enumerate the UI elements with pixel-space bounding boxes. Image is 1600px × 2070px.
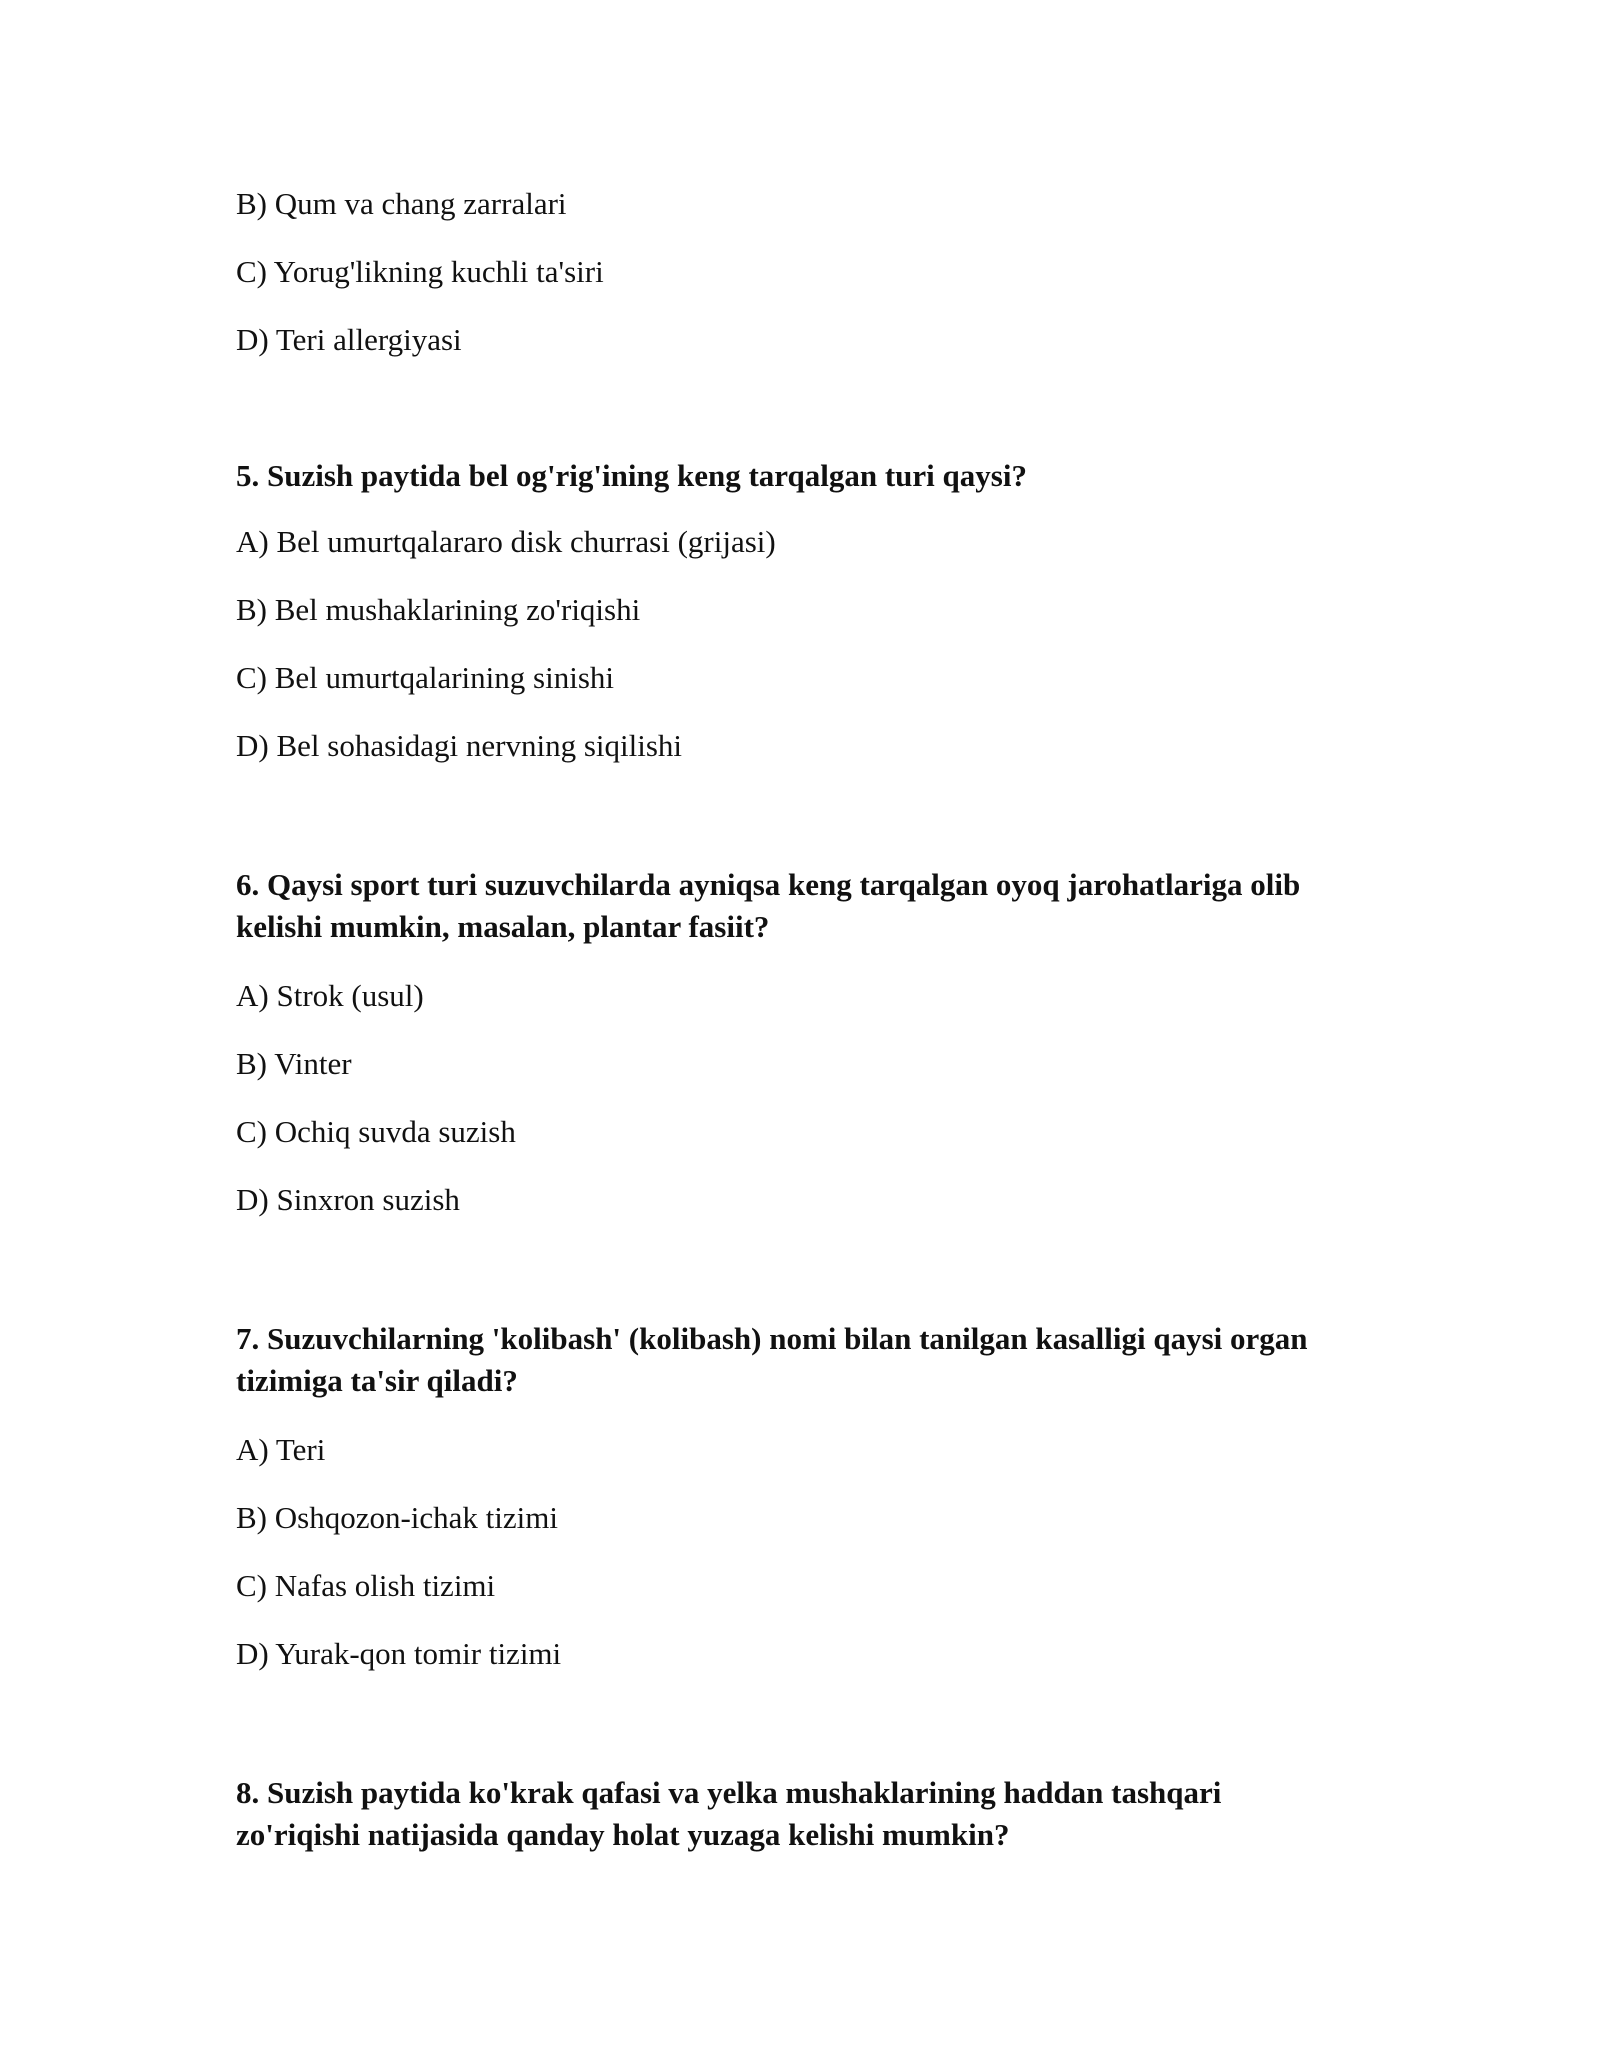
option-7b: B) Oshqozon-ichak tizimi [236, 1500, 558, 1535]
question-5: 5. Suzish paytida bel og'rig'ining keng tarqalgan turi qaysi? [236, 458, 1027, 493]
option-4b: B) Qum va chang zarralari [236, 186, 567, 221]
quiz-content [236, 186, 1366, 1886]
option-6a: A) Strok (usul) [236, 978, 424, 1013]
question-7 [236, 1318, 1366, 1402]
question-8-line-1: 8. Suzish paytida ko'krak qafasi va yelka mushaklarining haddan tashqari [236, 1775, 1222, 1810]
option-7d: D) Yurak-qon tomir tizimi [236, 1636, 562, 1671]
option-7c: C) Nafas olish tizimi [236, 1568, 496, 1603]
question-8 [236, 1772, 1366, 1856]
option-4c: C) Yorug'likning kuchli ta'siri [236, 254, 604, 289]
question-6-line-1: 6. Qaysi sport turi suzuvchilarda ayniqsa keng tarqalgan oyoq jarohatlariga olib [236, 867, 1301, 902]
question-6 [236, 864, 1366, 948]
option-4d: D) Teri allergiyasi [236, 322, 462, 357]
option-6d: D) Sinxron suzish [236, 1182, 460, 1217]
question-8-line-2: zo'riqishi natijasida qanday holat yuzaga kelishi mumkin? [236, 1817, 1010, 1852]
question-7-line-2: tizimiga ta'sir qiladi? [236, 1363, 518, 1398]
option-5d: D) Bel sohasidagi nervning siqilishi [236, 728, 683, 763]
option-5c: C) Bel umurtqalarining sinishi [236, 660, 614, 695]
option-6c: C) Ochiq suvda suzish [236, 1114, 516, 1149]
option-5b: B) Bel mushaklarining zo'riqishi [236, 592, 641, 627]
question-6-line-2: kelishi mumkin, masalan, plantar fasiit? [236, 909, 770, 944]
question-7-line-1: 7. Suzuvchilarning 'kolibash' (kolibash) nomi bilan tanilgan kasalligi qaysi organ [236, 1321, 1308, 1356]
option-6b: B) Vinter [236, 1046, 352, 1081]
option-5a: A) Bel umurtqalararo disk churrasi (grijasi) [236, 524, 776, 559]
option-7a: A) Teri [236, 1432, 326, 1467]
